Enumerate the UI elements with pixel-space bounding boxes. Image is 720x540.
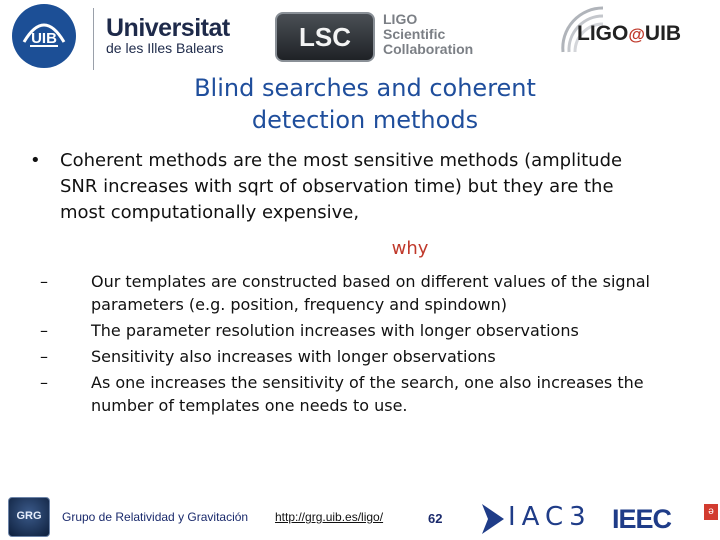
slide-title	[140, 72, 590, 136]
main-bullet	[30, 148, 700, 262]
lsc-badge-label: LSC	[299, 22, 351, 52]
sub-bullet-item	[40, 345, 680, 368]
title-line-1: Blind searches and coherent	[194, 74, 536, 102]
dash-marker: –	[40, 347, 48, 366]
ligo-at: @	[628, 25, 645, 44]
title-line-2: detection methods	[251, 106, 479, 134]
ligo-uib-logo	[555, 2, 720, 62]
uib-subname: de les Illes Balears	[106, 40, 224, 56]
sub-bullet-text	[91, 345, 680, 368]
grg-logo	[8, 497, 50, 537]
sub-bullet-line: parameters (e.g. position, frequency and spindown)	[91, 295, 507, 314]
iac3-logo	[478, 498, 592, 538]
sub-bullet-text	[91, 319, 680, 342]
bullet-line-2: SNR increases with sqrt of observation time) but they are the	[60, 176, 614, 197]
ligo-uib-wordmark	[577, 22, 681, 46]
dash-marker: –	[40, 272, 48, 291]
footer-group-name: Grupo de Relatividad y Gravitación	[62, 510, 249, 524]
logo-divider	[93, 8, 94, 70]
ligo-suffix: UIB	[644, 22, 682, 45]
ieec-wordmark: IEEC	[612, 504, 672, 534]
sub-bullet-item	[40, 270, 680, 316]
lsc-wordmark	[383, 12, 473, 57]
why-text: why	[391, 238, 429, 259]
lsc-logo	[275, 8, 520, 64]
sub-bullet-line: Our templates are constructed based on different values of the signal	[91, 272, 650, 291]
iac3-star-icon	[478, 502, 506, 536]
sub-bullet-line: number of templates one needs to use.	[91, 396, 408, 415]
sub-bullet-list	[40, 270, 680, 423]
lsc-word-2: Scientific	[383, 26, 446, 42]
dash-marker: –	[40, 373, 48, 392]
uib-emblem-label: UIB	[31, 30, 57, 47]
bullet-marker: •	[30, 150, 41, 171]
ieec-logo	[612, 504, 720, 540]
uib-logo	[8, 2, 248, 72]
sub-bullet-text	[91, 270, 680, 316]
bullet-line-3: most computationally expensive,	[60, 202, 360, 223]
dash-marker: –	[40, 321, 48, 340]
page-number: 62	[428, 511, 443, 526]
lsc-word-1: LIGO	[383, 11, 418, 27]
sub-bullet-item	[40, 371, 680, 417]
bullet-item	[30, 148, 700, 226]
sub-bullet-item	[40, 319, 680, 342]
grg-logo-label: GRG	[16, 510, 42, 522]
sub-bullet-line: Sensitivity also increases with longer observations	[91, 347, 496, 366]
sub-bullet-text	[91, 371, 680, 417]
iac3-wordmark: IAC3	[508, 502, 592, 532]
lsc-word-3: Collaboration	[383, 41, 474, 57]
lsc-badge	[275, 12, 375, 62]
ieec-badge-icon: ǝ	[704, 504, 718, 520]
sub-bullet-line: As one increases the sensitivity of the search, one also increases the	[91, 373, 644, 392]
uib-name: Universitat	[106, 14, 230, 42]
ligo-word: LIGO	[577, 22, 629, 45]
bullet-text	[60, 148, 700, 226]
footer-url-link[interactable]: http://grg.uib.es/ligo/	[275, 510, 384, 524]
sub-bullet-line: The parameter resolution increases with longer observations	[91, 321, 579, 340]
bullet-line-1: Coherent methods are the most sensitive methods (amplitude	[60, 150, 623, 171]
